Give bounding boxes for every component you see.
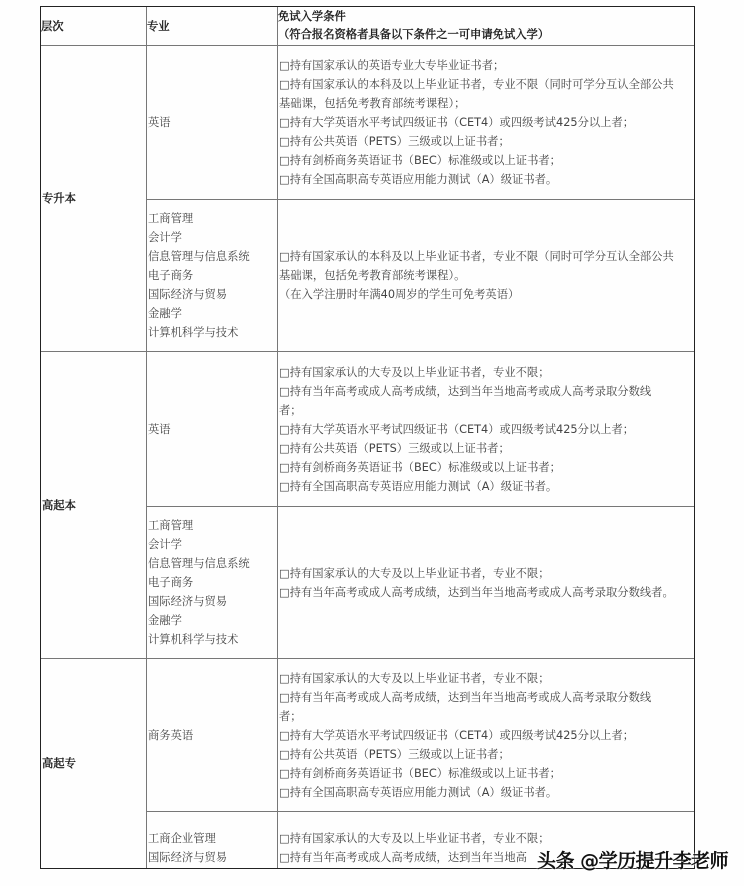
condition-line: □持有公共英语（PETS）三级或以上证书者； xyxy=(279,441,510,455)
condition-line: （在入学注册时年满40周岁的学生可免考英语） xyxy=(279,288,520,301)
major-name: 工商企业管理 xyxy=(148,832,216,845)
major-cell xyxy=(147,200,278,352)
header-condition-subtitle: （符合报名资格者具备以下条件之一可申请免试入学） xyxy=(278,28,550,41)
header-level-label: 层次 xyxy=(41,19,64,33)
condition-cell xyxy=(278,46,694,200)
major-cell xyxy=(147,812,278,868)
condition-line: 者； xyxy=(279,709,302,723)
major-name: 商务英语 xyxy=(148,728,194,742)
major-cell xyxy=(147,46,278,200)
condition-line: □持有大学英语水平考试四级证书（CET4）或四级考试425分以上者； xyxy=(279,116,635,129)
level-label: 高起本 xyxy=(42,498,76,512)
major-cell xyxy=(147,659,278,812)
condition-line: □持有当年高考或成人高考成绩，达到当年当地高考或成人高考录取分数线者。 xyxy=(279,585,674,599)
condition-line: □持有全国高职高专英语应用能力测试（A）级证书者。 xyxy=(279,173,558,186)
condition-line: □持有公共英语（PETS）三级或以上证书者； xyxy=(279,747,510,761)
condition-line: □持有当年高考或成人高考成绩，达到当年当地高考或成人高考录取分数线 xyxy=(279,384,652,398)
condition-cell xyxy=(278,200,694,352)
condition-line: □持有剑桥商务英语证书（BEC）标准级或以上证书者； xyxy=(279,460,561,474)
major-name: 信息管理与信息系统 xyxy=(148,557,250,570)
major-name: 国际经济与贸易 xyxy=(148,595,228,608)
condition-line: □持有剑桥商务英语证书（BEC）标准级或以上证书者； xyxy=(279,766,561,780)
major-name: 金融学 xyxy=(148,307,182,320)
major-name: 电子商务 xyxy=(148,576,194,589)
major-name: 金融学 xyxy=(148,614,182,627)
condition-cell xyxy=(278,352,694,507)
condition-line: 者； xyxy=(279,403,302,417)
major-name: 工商管理 xyxy=(148,519,194,532)
level-cell-zhuanshengben xyxy=(41,46,147,352)
major-name: 英语 xyxy=(148,422,171,436)
condition-line: □持有剑桥商务英语证书（BEC）标准级或以上证书者； xyxy=(279,154,561,167)
major-name: 信息管理与信息系统 xyxy=(148,250,250,263)
condition-line: □持有当年高考或成人高考成绩，达到当年当地高 xyxy=(279,851,527,864)
condition-cell xyxy=(278,659,694,812)
condition-line: □持有公共英语（PETS）三级或以上证书者； xyxy=(279,135,510,148)
condition-line: □持有全国高职高专英语应用能力测试（A）级证书者。 xyxy=(279,785,558,799)
level-label: 专升本 xyxy=(42,192,76,205)
level-label: 高起专 xyxy=(42,757,76,770)
major-name: 会计学 xyxy=(148,538,182,551)
condition-line: □持有全国高职高专英语应用能力测试（A）级证书者。 xyxy=(279,479,558,493)
condition-line: □持有当年高考或成人高考成绩，达到当年当地高考或成人高考录取分数线 xyxy=(279,690,652,704)
major-name: 国际经济与贸易 xyxy=(148,288,228,301)
major-cell xyxy=(147,507,278,659)
watermark: 头条 @学历提升李老师 xyxy=(537,850,729,872)
header-level xyxy=(41,7,147,46)
condition-line: □持有国家承认的大专及以上毕业证书者，专业不限； xyxy=(279,832,550,845)
header-major-label: 专业 xyxy=(147,19,170,33)
condition-line: □持有国家承认的大专及以上毕业证书者，专业不限； xyxy=(279,566,550,580)
major-name: 英语 xyxy=(148,116,171,129)
condition-line: □持有国家承认的本科及以上毕业证书者，专业不限（同时可学分互认全部公共 xyxy=(279,78,674,91)
admission-table xyxy=(40,6,695,869)
condition-line: 基础课，包括免考教育部统考课程）。 xyxy=(279,269,466,282)
condition-line: □持有大学英语水平考试四级证书（CET4）或四级考试425分以上者； xyxy=(279,422,635,436)
header-condition-title: 免试入学条件 xyxy=(278,10,346,23)
header-major xyxy=(147,7,278,46)
condition-line: □持有国家承认的大专及以上毕业证书者，专业不限； xyxy=(279,365,550,379)
condition-line: □持有国家承认的本科及以上毕业证书者，专业不限（同时可学分互认全部公共 xyxy=(279,250,674,263)
major-name: 计算机科学与技术 xyxy=(148,633,239,646)
condition-line: □持有大学英语水平考试四级证书（CET4）或四级考试425分以上者； xyxy=(279,728,635,742)
header-condition xyxy=(278,7,694,46)
major-name: 会计学 xyxy=(148,231,182,244)
major-name: 国际经济与贸易 xyxy=(148,851,228,864)
level-cell-gaoqizhuan xyxy=(41,659,147,868)
level-cell-gaoqiben xyxy=(41,352,147,659)
major-name: 电子商务 xyxy=(148,269,194,282)
condition-line: □持有国家承认的英语专业大专毕业证书者； xyxy=(279,59,505,72)
major-name: 计算机科学与技术 xyxy=(148,326,239,339)
major-cell xyxy=(147,352,278,507)
condition-line: 基础课，包括免考教育部统考课程）； xyxy=(279,97,466,110)
condition-line: □持有国家承认的大专及以上毕业证书者，专业不限； xyxy=(279,671,550,685)
major-name: 工商管理 xyxy=(148,212,194,225)
condition-cell xyxy=(278,507,694,659)
